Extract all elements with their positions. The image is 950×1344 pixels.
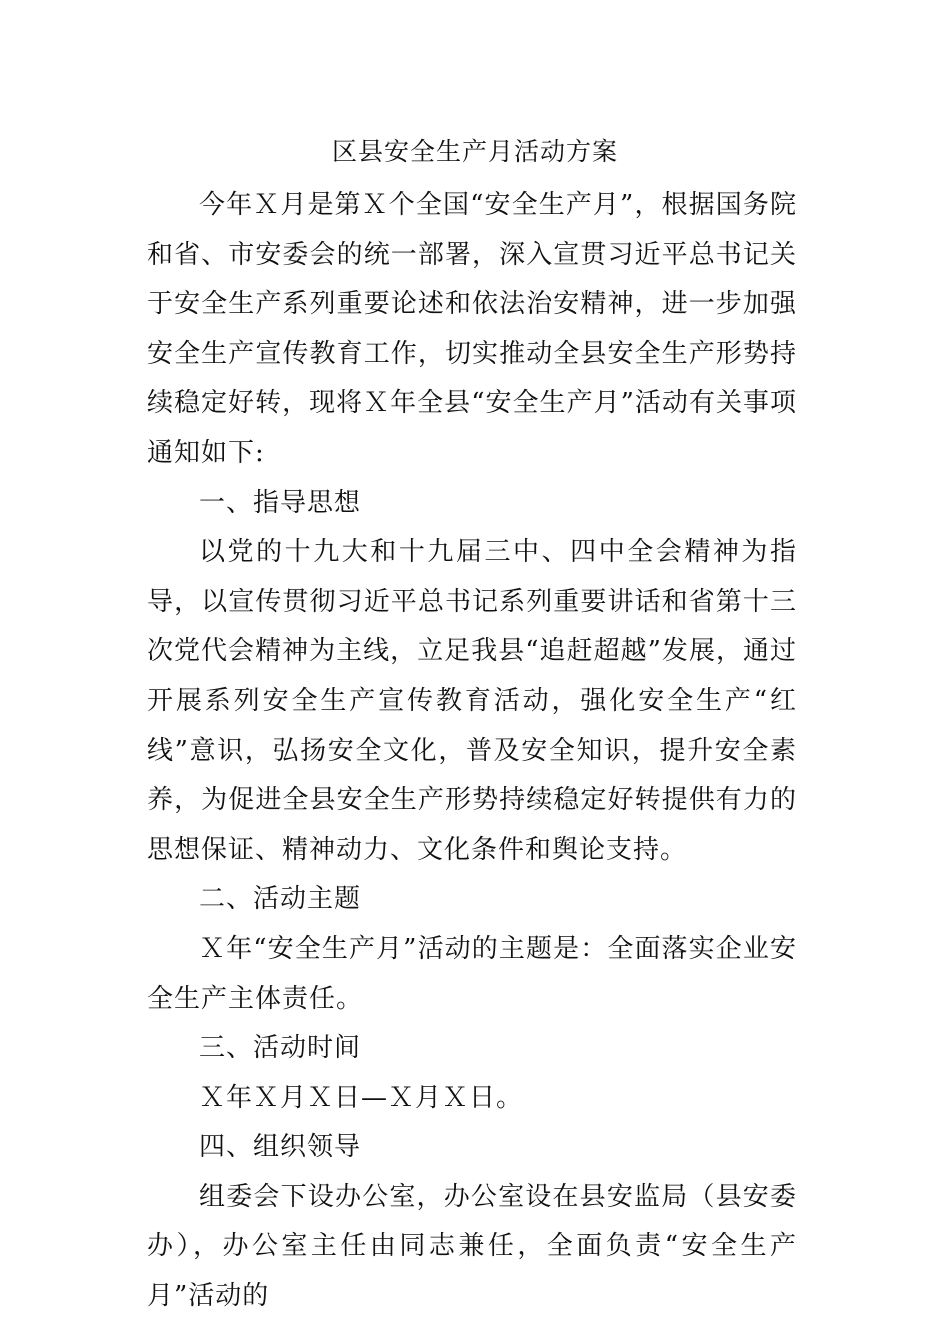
section-heading-guiding-ideology: 一、指导思想 (199, 487, 362, 518)
document-body (147, 181, 797, 1322)
activity-theme-paragraph: Ｘ年“安全生产月”活动的主题是：全面落实企业安全生产主体责任。 (147, 933, 797, 1014)
intro-paragraph: 今年Ｘ月是第Ｘ个全国“安全生产月”，根据国务院和省、市安委会的统一部署，深入宣贯习近平总书记关于安全生产系列重要论述和依法治安精神，进一步加强安全生产宣传教育工作，切实推动全县安全生产形势持续稳定好转，现将Ｘ年全县“安全生产月”活动有关事项通知如下: (147, 190, 797, 468)
activity-time-paragraph: Ｘ年Ｘ月Ｘ日—Ｘ月Ｘ日。 (199, 1082, 524, 1113)
guiding-ideology-paragraph: 以党的十九大和十九届三中、四中全会精神为指导，以宣传贯彻习近平总书记系列重要讲话和省第十三次党代会精神为主线，立足我县“追赶超越”发展，通过开展系列安全生产宣传教育活动，强化安全生产“红线”意识，弘扬安全文化，普及安全知识，提升安全素养，为促进全县安全生产形势持续稳定好转提供有力的思想保证、精神动力、文化条件和舆论支持。 (147, 537, 797, 865)
organization-paragraph: 组委会下设办公室，办公室设在县安监局（县安委办），办公室主任由同志兼任，全面负责“安全生产月”活动的 (147, 1181, 797, 1312)
section-heading-activity-time: 三、活动时间 (199, 1033, 362, 1064)
section-heading-activity-theme: 二、活动主题 (199, 884, 362, 915)
document-title: 区县安全生产月活动方案 (331, 137, 618, 166)
section-heading-organization: 四、组织领导 (199, 1132, 362, 1163)
